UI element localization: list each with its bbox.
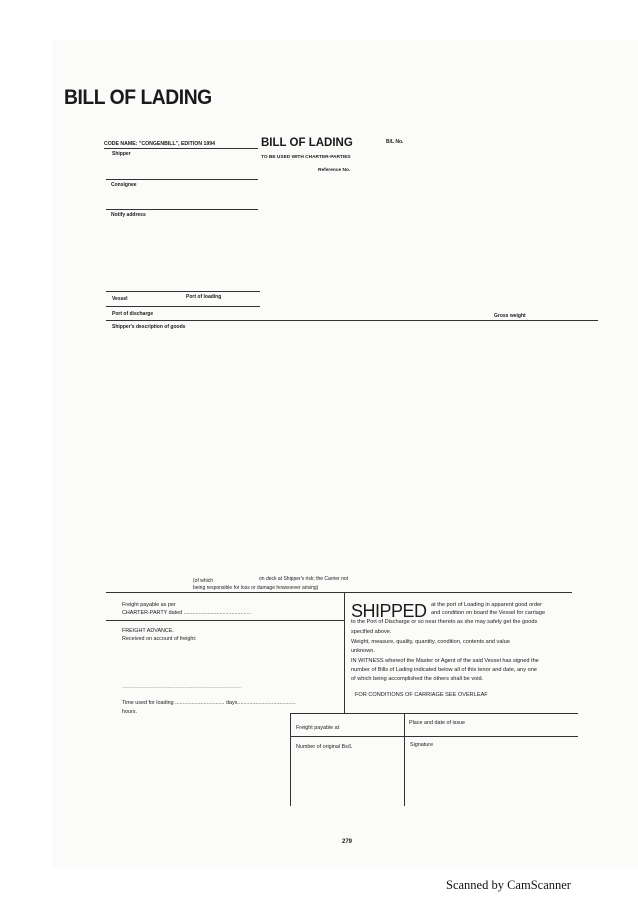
table-top-line	[290, 713, 578, 714]
shipped-line-8: number of Bills of Lading indicated below all of this tenor and date, any one	[351, 667, 537, 673]
page-number: 279	[342, 839, 353, 845]
table-mid-line	[290, 736, 578, 737]
shipped-line-9: of which being accomplished the others shall be void.	[351, 676, 484, 682]
main-title: BILL OF LADING	[64, 86, 212, 109]
port-of-discharge-label: Port of discharge	[112, 311, 154, 317]
freight-payable-label: Freight payable as per	[122, 602, 176, 608]
table-left-line	[290, 713, 291, 806]
deck-text-2: being responsible for loss or damage howsoever arising)	[193, 585, 319, 591]
signature-label: Signature	[410, 742, 434, 748]
scanner-watermark: Scanned by CamScanner	[446, 878, 571, 892]
number-originals-label: Number of original Bs/L	[296, 744, 353, 750]
hours-label: hours.	[122, 709, 137, 715]
conditions-text: FOR CONDITIONS OF CARRIAGE SEE OVERLEAF	[355, 692, 488, 698]
shipper-line	[106, 179, 258, 180]
deck-text: on deck at Shipper's risk; the Carrier not	[259, 576, 349, 582]
port-of-loading-label: Port of loading	[186, 294, 222, 300]
charter-party-label: CHARTER-PARTY dated .............................................	[122, 610, 252, 616]
freight-advance-label: FREIGHT ADVANCE.	[122, 628, 174, 634]
shipped-line-5: Weight, measure, quality, quantity, condition, contents and value	[351, 639, 510, 645]
gross-weight-label: Gross weight	[494, 313, 526, 319]
consignee-line	[106, 209, 258, 210]
received-label: Received on account of freight:	[122, 636, 197, 642]
goods-header-line	[106, 320, 598, 321]
code-name: CODE NAME: "CONGENBILL", EDITION 1994	[104, 141, 215, 147]
form-title: BILL OF LADING	[261, 137, 353, 149]
shipped-line-3: to the Port of Discharge or so near thereto as she may safely get the goods	[351, 619, 538, 625]
center-divider	[344, 592, 345, 713]
table-middle-line	[404, 713, 405, 806]
shipped-line-4: specified above.	[351, 629, 392, 635]
bl-no-label: B/L No.	[386, 139, 404, 145]
shipped-line-1: at the port of Loading in apparent good order	[431, 602, 543, 608]
code-underline	[104, 148, 258, 149]
shipped-line-7: IN WITNESS whereof the Master or Agent of the said Vessel has signed the	[351, 658, 539, 664]
consignee-label: Consignee	[111, 182, 137, 188]
notify-address-label: Notify address	[111, 212, 146, 218]
vessel-label: Vessel	[112, 296, 128, 302]
freight-payable-at-label: Freight payable at	[296, 725, 340, 731]
place-date-label: Place and date of issue	[409, 720, 466, 726]
deck-line	[106, 592, 572, 593]
shipped-line-6: unknown.	[351, 648, 375, 654]
shipped-heading: SHIPPED	[351, 601, 427, 621]
notify-line	[106, 291, 260, 292]
time-used-label: Time used for loading ................................. days.......................................	[122, 700, 296, 706]
form-subtitle: TO BE USED WITH CHARTER-PARTIES	[261, 155, 351, 160]
shipper-label: Shipper	[112, 151, 131, 157]
of-which-label: (of which	[193, 578, 214, 584]
reference-label: Reference No.	[318, 168, 351, 173]
freight-line	[106, 620, 344, 621]
goods-description-label: Shipper's description of goods	[112, 324, 186, 330]
dotted-line: ...................................................................................................................................	[122, 684, 242, 689]
shipped-line-2: and condition on board the Vessel for carriage	[431, 610, 546, 616]
vessel-line	[106, 306, 260, 307]
